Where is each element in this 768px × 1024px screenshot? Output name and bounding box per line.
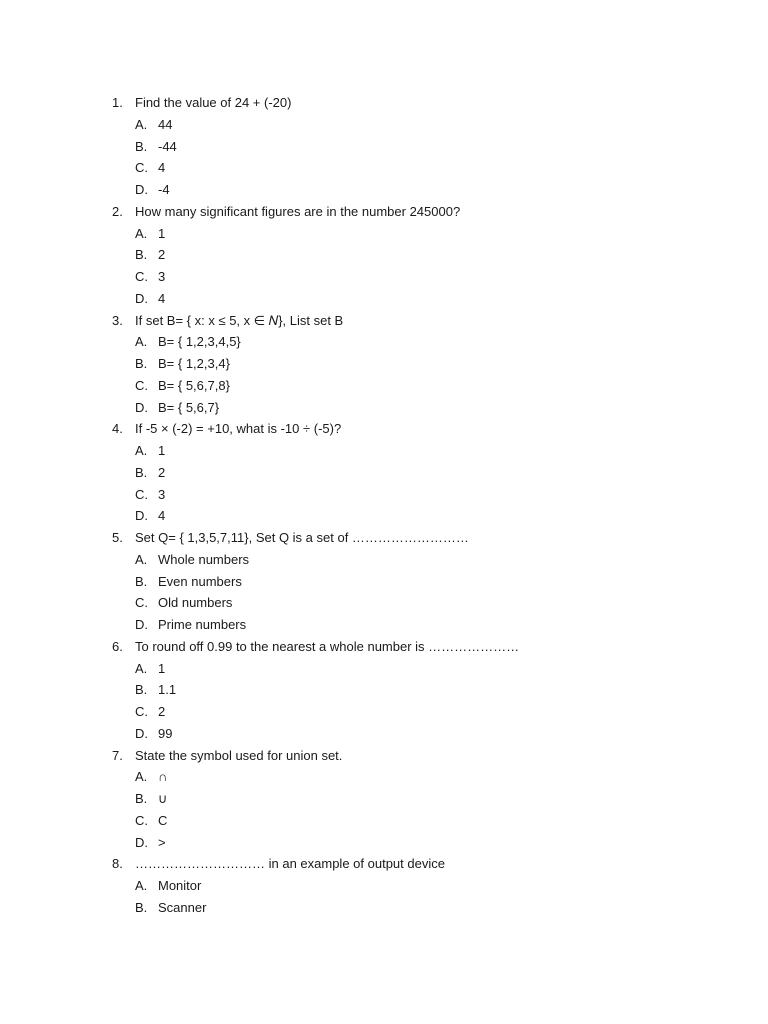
question-number: 7.	[112, 747, 123, 763]
option-text: >	[158, 834, 166, 850]
option-letter: A.	[135, 551, 148, 567]
option-text: ∪	[158, 791, 168, 806]
option-text: Whole numbers	[158, 551, 250, 567]
question-text: How many significant figures are in the number 245000?	[135, 203, 461, 219]
option-3c	[0, 375, 768, 397]
option-2a	[0, 223, 768, 245]
option-text: 3	[158, 486, 166, 502]
option-text: 2	[158, 247, 166, 263]
option-letter: A.	[135, 443, 148, 458]
question-number: 3.	[112, 312, 123, 328]
option-letter: D.	[135, 399, 148, 415]
option-1b	[0, 136, 768, 158]
option-text: C	[158, 812, 168, 828]
option-letter: A.	[135, 334, 148, 350]
option-text: Old numbers	[158, 595, 233, 611]
option-letter: D.	[135, 508, 148, 524]
option-letter: B.	[135, 791, 148, 806]
question-list	[0, 92, 768, 919]
option-letter: A.	[135, 116, 148, 132]
option-letter: B.	[135, 899, 148, 915]
option-7a	[0, 766, 768, 788]
question-number: 2.	[112, 203, 123, 219]
question-4	[0, 418, 768, 440]
option-6d	[0, 723, 768, 745]
option-5b	[0, 571, 768, 593]
option-1a	[0, 114, 768, 136]
question-text: ………………………… in an example of output device	[135, 856, 445, 872]
option-text: 3	[158, 269, 166, 284]
option-letter: D.	[135, 617, 148, 632]
option-7b	[0, 788, 768, 810]
option-text: 1	[158, 660, 166, 676]
option-letter: D.	[135, 290, 148, 306]
option-3b	[0, 353, 768, 375]
question-text: Set Q= { 1,3,5,7,11}, Set Q is a set of ………………………	[135, 530, 469, 545]
question-number: 5.	[112, 530, 123, 545]
option-letter: B.	[135, 138, 148, 154]
option-letter: C.	[135, 812, 148, 828]
option-5a	[0, 549, 768, 571]
option-letter: B.	[135, 356, 148, 371]
option-8b	[0, 897, 768, 919]
option-text: 4	[158, 290, 166, 306]
option-letter: D.	[135, 725, 148, 741]
option-text: 1	[158, 443, 166, 458]
question-6	[0, 636, 768, 658]
option-text: -4	[158, 182, 170, 197]
question-text: Find the value of 24 + (-20)	[135, 95, 292, 110]
option-2c	[0, 266, 768, 288]
option-letter: C.	[135, 160, 148, 176]
question-1	[0, 92, 768, 114]
option-letter: D.	[135, 182, 148, 197]
option-text: Prime numbers	[158, 617, 247, 632]
option-1c	[0, 157, 768, 179]
question-3	[0, 310, 768, 332]
option-4a	[0, 440, 768, 462]
option-text: 1.1	[158, 682, 177, 698]
option-6c	[0, 701, 768, 723]
option-letter: C.	[135, 377, 148, 393]
option-text: Even numbers	[158, 573, 242, 589]
option-7c	[0, 810, 768, 832]
option-letter: B.	[135, 573, 148, 589]
option-text: Monitor	[158, 878, 202, 893]
option-3d	[0, 397, 768, 419]
option-letter: A.	[135, 769, 148, 785]
question-2	[0, 201, 768, 223]
question-number: 6.	[112, 638, 123, 654]
option-text: 4	[158, 160, 166, 176]
question-text: If set B= { x: x ≤ 5, x ∈ 𝑁}, List set B	[135, 312, 344, 328]
option-letter: B.	[135, 464, 148, 480]
option-letter: B.	[135, 682, 148, 698]
option-5c	[0, 592, 768, 614]
option-text: B= { 1,2,3,4}	[158, 356, 230, 371]
option-text: 1	[158, 225, 166, 241]
option-text: 2	[158, 704, 166, 719]
option-4d	[0, 505, 768, 527]
question-number: 8.	[112, 856, 123, 872]
option-2d	[0, 288, 768, 310]
option-text: 4	[158, 508, 166, 524]
option-6b	[0, 679, 768, 701]
question-number: 4.	[112, 421, 123, 437]
option-letter: C.	[135, 269, 148, 284]
option-text: B= { 1,2,3,4,5}	[158, 334, 241, 350]
option-5d	[0, 614, 768, 636]
option-text: -44	[158, 138, 177, 154]
option-8a	[0, 875, 768, 897]
option-text: ∩	[158, 769, 168, 785]
option-text: 44	[158, 116, 173, 132]
option-text: 2	[158, 464, 166, 480]
option-letter: D.	[135, 834, 148, 850]
option-letter: C.	[135, 704, 148, 719]
question-text: State the symbol used for union set.	[135, 747, 343, 763]
question-8	[0, 853, 768, 875]
question-text: To round off 0.99 to the nearest a whole number is …………………	[135, 638, 520, 654]
question-5	[0, 527, 768, 549]
option-letter: A.	[135, 660, 148, 676]
option-3a	[0, 331, 768, 353]
option-4b	[0, 462, 768, 484]
option-text: B= { 5,6,7,8}	[158, 377, 230, 393]
option-letter: B.	[135, 247, 148, 263]
option-text: 99	[158, 725, 173, 741]
question-text: If -5 × (-2) = +10, what is -10 ÷ (-5)?	[135, 421, 342, 437]
question-number: 1.	[112, 95, 123, 110]
option-1d	[0, 179, 768, 201]
option-letter: A.	[135, 225, 148, 241]
option-7d	[0, 832, 768, 854]
option-letter: C.	[135, 486, 148, 502]
option-text: Scanner	[158, 899, 207, 915]
question-7	[0, 745, 768, 767]
option-letter: C.	[135, 595, 148, 611]
option-2b	[0, 244, 768, 266]
option-text: B= { 5,6,7}	[158, 399, 220, 415]
option-6a	[0, 658, 768, 680]
option-letter: A.	[135, 878, 148, 893]
option-4c	[0, 484, 768, 506]
